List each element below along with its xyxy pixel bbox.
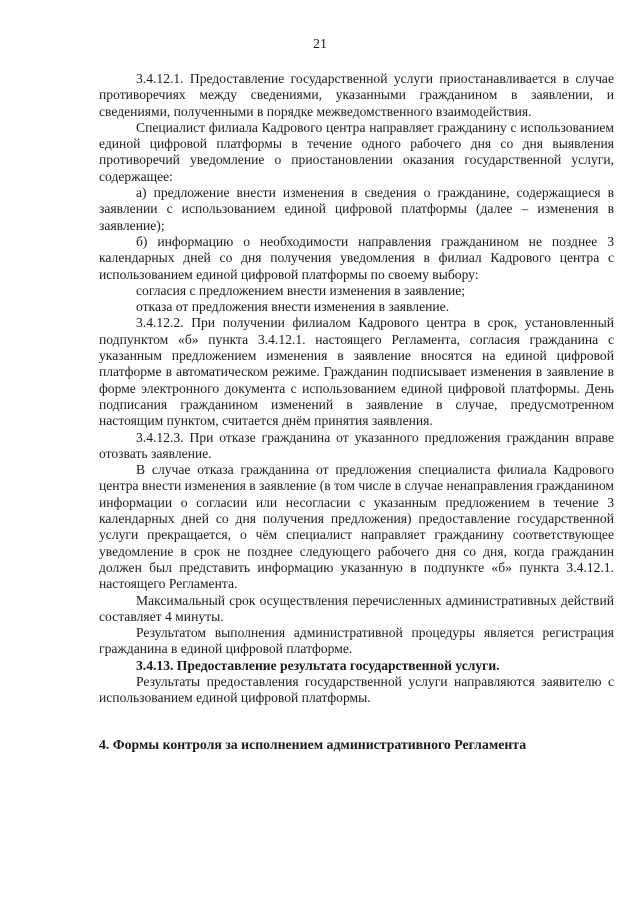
subsection-heading-3-4-13: 3.4.13. Предоставление результата государственной услуги. (136, 657, 500, 673)
list-subitem-refusal: отказа от предложения внести изменения в заявление. (136, 299, 450, 315)
paragraph-3-4-12-1: 3.4.12.1. Предоставление государственной услуги приостанавливается в случае противоречиях между сведениями, указанными гражданином в заявлении, и сведениями, полученными в порядке межведомственного взаимодействия. (99, 71, 614, 119)
list-subitem-consent: согласия с предложением внести изменения в заявление; (136, 282, 466, 298)
paragraph-max-duration: Максимальный срок осуществления перечисленных административных действий составляет 4 минуты. (99, 592, 614, 624)
paragraph-refusal-case: В случае отказа гражданина от предложения специалиста филиала Кадрового центра внести изменения в заявление (в том числе в случае ненаправления гражданином информации о согласии или несогласии с указанным предложением в течение 3 календарных дней со дня получения предложения) предоставление государственной услуги прекращается, о чём специалист направляет гражданину соответствующее уведомление в срок не позднее следующего рабочего дня со дня, когда гражданин должен был представить информацию указанную в подпункте «б» пункта 3.4.12.1. настоящего Регламента. (99, 462, 614, 592)
list-item-b: б) информацию о необходимости направления гражданином не позднее 3 календарных дней со дня получения уведомления в филиал Кадрового центра с использованием единой цифровой платформы по своему выбору: (99, 233, 614, 282)
list-item-a: а) предложение внести изменения в сведения о гражданине, содержащиеся в заявлении с использованием единой цифровой платформы (далее – изменения в заявление); (99, 185, 614, 233)
paragraph-results-delivery: Результаты предоставления государственной услуги направляются заявителю с использованием единой цифровой платформы. (99, 673, 614, 706)
paragraph-specialist-notice: Специалист филиала Кадрового центра направляет гражданину с использованием единой цифровой платформы в течение одного рабочего дня со дня выявления противоречий уведомление о приостановлении оказания государственной услуги, содержащее: (99, 119, 614, 184)
body-text (99, 71, 614, 753)
paragraph-procedure-result: Результатом выполнения административной процедуры является регистрация гражданина в единой цифровой платформе. (99, 625, 614, 657)
paragraph-3-4-12-3: 3.4.12.3. При отказе гражданина от указанного предложения гражданин вправе отозвать заявление. (99, 429, 614, 461)
page-number: 21 (313, 37, 327, 52)
section-heading: 4. Формы контроля за исполнением административного Регламента (99, 736, 527, 752)
spacer (99, 707, 614, 737)
paragraph-3-4-12-2: 3.4.12.2. При получении филиалом Кадрового центра в срок, установленный подпунктом «б» пункта 3.4.12.1. настоящего Регламента, согласия гражданина с указанным предложением изменения в заявление вносятся на единой цифровой платформе в автоматическом режиме. Гражданин подписывает изменения в заявление в форме электронного документа с использованием единой цифровой платформы. День подписания гражданином изменений в заявление в случае, предусмотренном настоящим пунктом, считается днём принятия заявления. (99, 315, 614, 429)
